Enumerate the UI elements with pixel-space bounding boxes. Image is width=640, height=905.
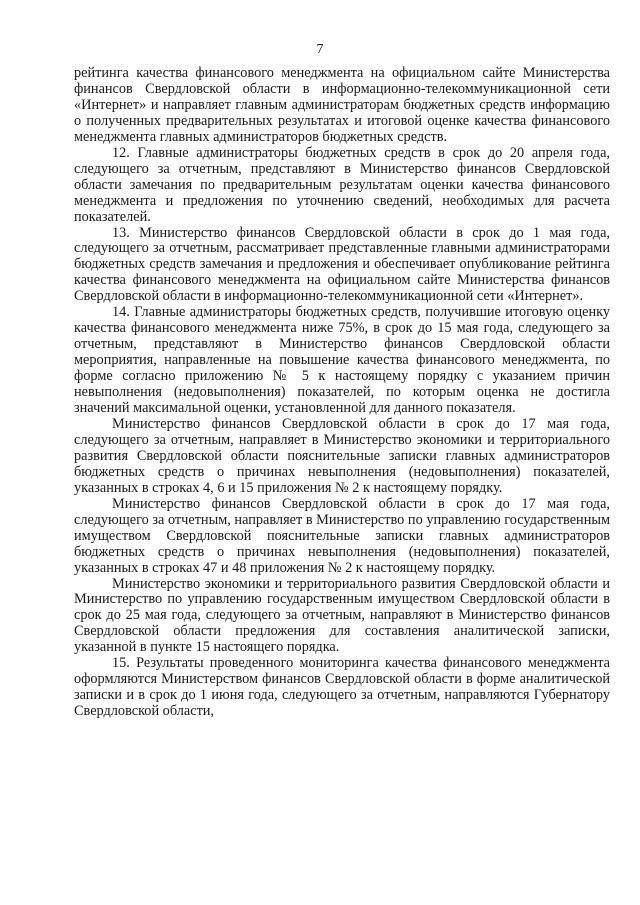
document-body (74, 66, 610, 720)
paragraph-item-12: 12. Главные администраторы бюджетных средств в срок до 20 апреля года, следующего за отчетным, представляют в Министерство финансов Свердловской области замечания по предварительным результатам оценки качества финансового менеджмента и предложения по уточнению сведений, необходимых для расчета показателей. (74, 144, 610, 225)
paragraph-item-15: 15. Результаты проведенного мониторинга качества финансового менеджмента оформляются Министерством финансов Свердловской области в форме аналитической записки и в срок до 1 июня года, следующего за отчетным, направляются Губернатору Свердловской области, (74, 655, 610, 720)
page-number: 7 (316, 42, 324, 57)
paragraph-continuation: рейтинга качества финансового менеджмента на официальном сайте Министерства финансов Свердловской области в информационно-телекоммуникационной сети «Интернет» и направляет главным администраторам бюджетных средств информацию о полученных предварительных результатах и итоговой оценке качества финансового менеджмента главных администраторов бюджетных средств. (74, 65, 610, 145)
paragraph-item-14-economy: Министерство финансов Свердловской области в срок до 17 мая года, следующего за отчетным, направляет в Министерство экономики и территориального развития Свердловской области пояснительные записки главных администраторов бюджетных средств о причинах невыполнения (недовыполнения) показателей, указанных в строках 4, 6 и 15 приложения № 2 к настоящему порядку. (74, 415, 610, 496)
paragraph-item-13: 13. Министерство финансов Свердловской области в срок до 1 мая года, следующего за отчетным, рассматривает представленные главными администраторами бюджетных средств замечания и предложения и обеспечивает опубликование рейтинга качества финансового менеджмента на официальном сайте Министерства финансов Свердловской области в информационно-телекоммуникационной сети «Интернет». (74, 224, 610, 305)
paragraph-item-14-proposals: Министерство экономики и территориального развития Свердловской области и Министерство по управлению государственным имуществом Свердловской области в срок до 25 мая года, следующего за отчетным, направляют в Министерство финансов Свердловской области предложения для составления аналитической записки, указанной в пункте 15 настоящего порядка. (74, 575, 610, 656)
paragraph-item-14-property: Министерство финансов Свердловской области в срок до 17 мая года, следующего за отчетным, направляет в Министерство по управлению государственным имуществом Свердловской пояснительные записки главных администраторов бюджетных средств о причинах невыполнения (недовыполнения) показателей, указанных в строках 47 и 48 приложения № 2 к настоящему порядку. (74, 495, 610, 576)
paragraph-item-14: 14. Главные администраторы бюджетных средств, получившие итоговую оценку качества финансового менеджмента ниже 75%, в срок до 15 мая года, следующего за отчетным, представляют в Министерство финансов Свердловской области мероприятия, направленные на повышение качества финансового менеджмента, по форме согласно приложению № 5 к настоящему порядку с указанием причин невыполнения (недовыполнения) показателей, по которым оценка не достигла значений максимальной оценки, установленной для данного показателя. (74, 304, 610, 417)
